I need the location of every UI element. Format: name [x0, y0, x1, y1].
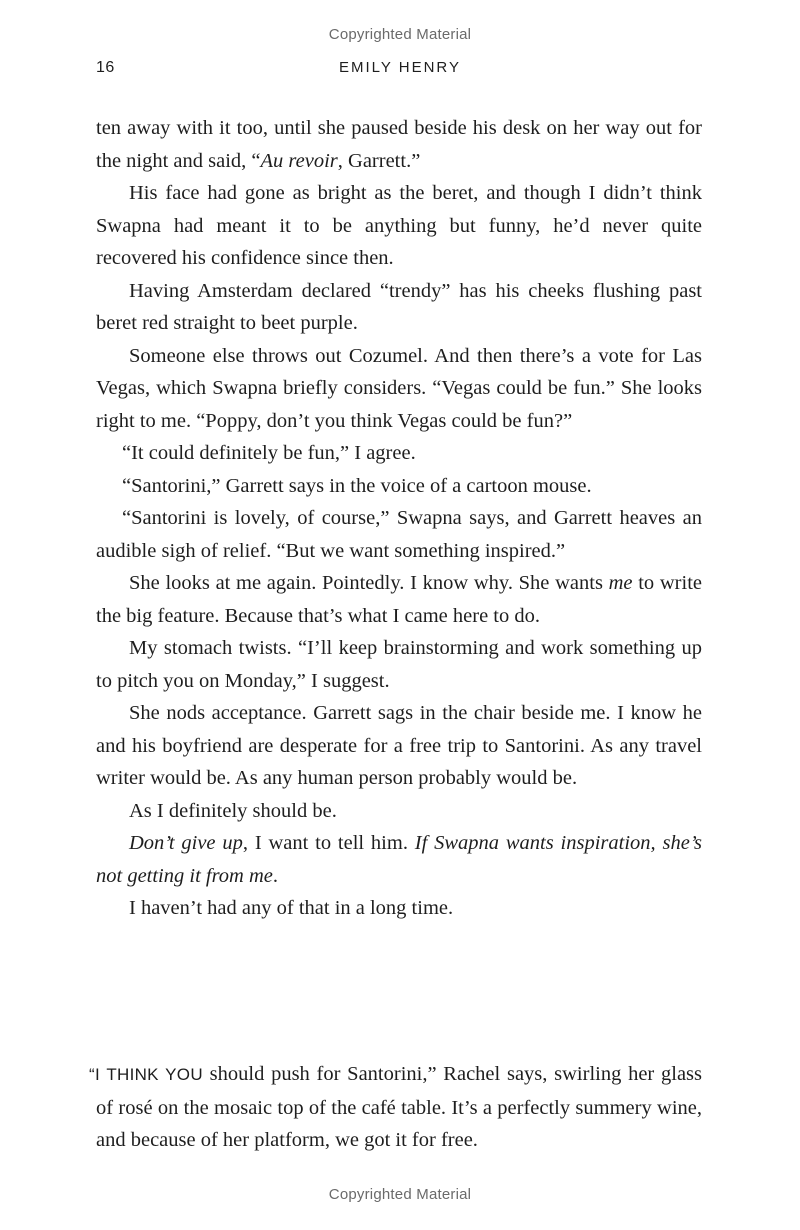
running-head: EMILY HENRY: [338, 59, 462, 76]
paragraph: “Santorini,” Garrett says in the voice of a cartoon mouse.: [122, 474, 592, 497]
paragraph: Someone else throws out Cozumel. And then there’s a vote for Las Vegas, which Swapna briefly considers. “Vegas could be fun.” She looks right to me. “Poppy, don’t you think Vegas could be fun?”: [96, 344, 702, 432]
page-number: 16: [96, 59, 115, 76]
paragraph: She looks at me again. Pointedly. I know why. She wants me to write the big feature. Because that’s what I came here to do.: [96, 572, 702, 627]
paragraph: His face had gone as bright as the beret, and though I didn’t think Swapna had meant it to be anything but funny, he’d never quite recovered his confidence since then.: [96, 182, 702, 269]
paragraph: “I THINK YOU should push for Santorini,” Rachel says, swirling her glass of rosé on the mosaic top of the café table. It’s a perfectly summery wine, and because of her platform, we got it for free.: [89, 1063, 703, 1151]
lead-in-small-caps: “I THINK YOU: [89, 1065, 203, 1084]
paragraph: “Santorini is lovely, of course,” Swapna says, and Garrett heaves an audible sigh of relief. “But we want something inspired.”: [96, 507, 702, 562]
copyright-watermark-top: Copyrighted Material: [328, 26, 472, 43]
main-text: [96, 112, 702, 925]
paragraph: She nods acceptance. Garrett sags in the chair beside me. I know he and his boyfriend are desperate for a free trip to Santorini. As any travel writer would be. As any human person probably would be.: [96, 702, 702, 789]
paragraph: Don’t give up, I want to tell him. If Swapna wants inspiration, she’s not getting it from me.: [96, 832, 702, 887]
paragraph: ten away with it too, until she paused beside his desk on her way out for the night and said, “Au revoir, Garrett.”: [96, 117, 702, 172]
paragraph: I haven’t had any of that in a long time.: [129, 897, 454, 919]
paragraph: My stomach twists. “I’ll keep brainstorming and work something up to pitch you on Monday,” I suggest.: [96, 637, 702, 692]
section-opening-text: [89, 1058, 703, 1157]
paragraph: Having Amsterdam declared “trendy” has his cheeks flushing past beret red straight to beet purple.: [96, 279, 702, 334]
paragraph: “It could definitely be fun,” I agree.: [122, 442, 416, 464]
copyright-watermark-bottom: Copyrighted Material: [328, 1186, 472, 1203]
paragraph: As I definitely should be.: [129, 799, 337, 822]
